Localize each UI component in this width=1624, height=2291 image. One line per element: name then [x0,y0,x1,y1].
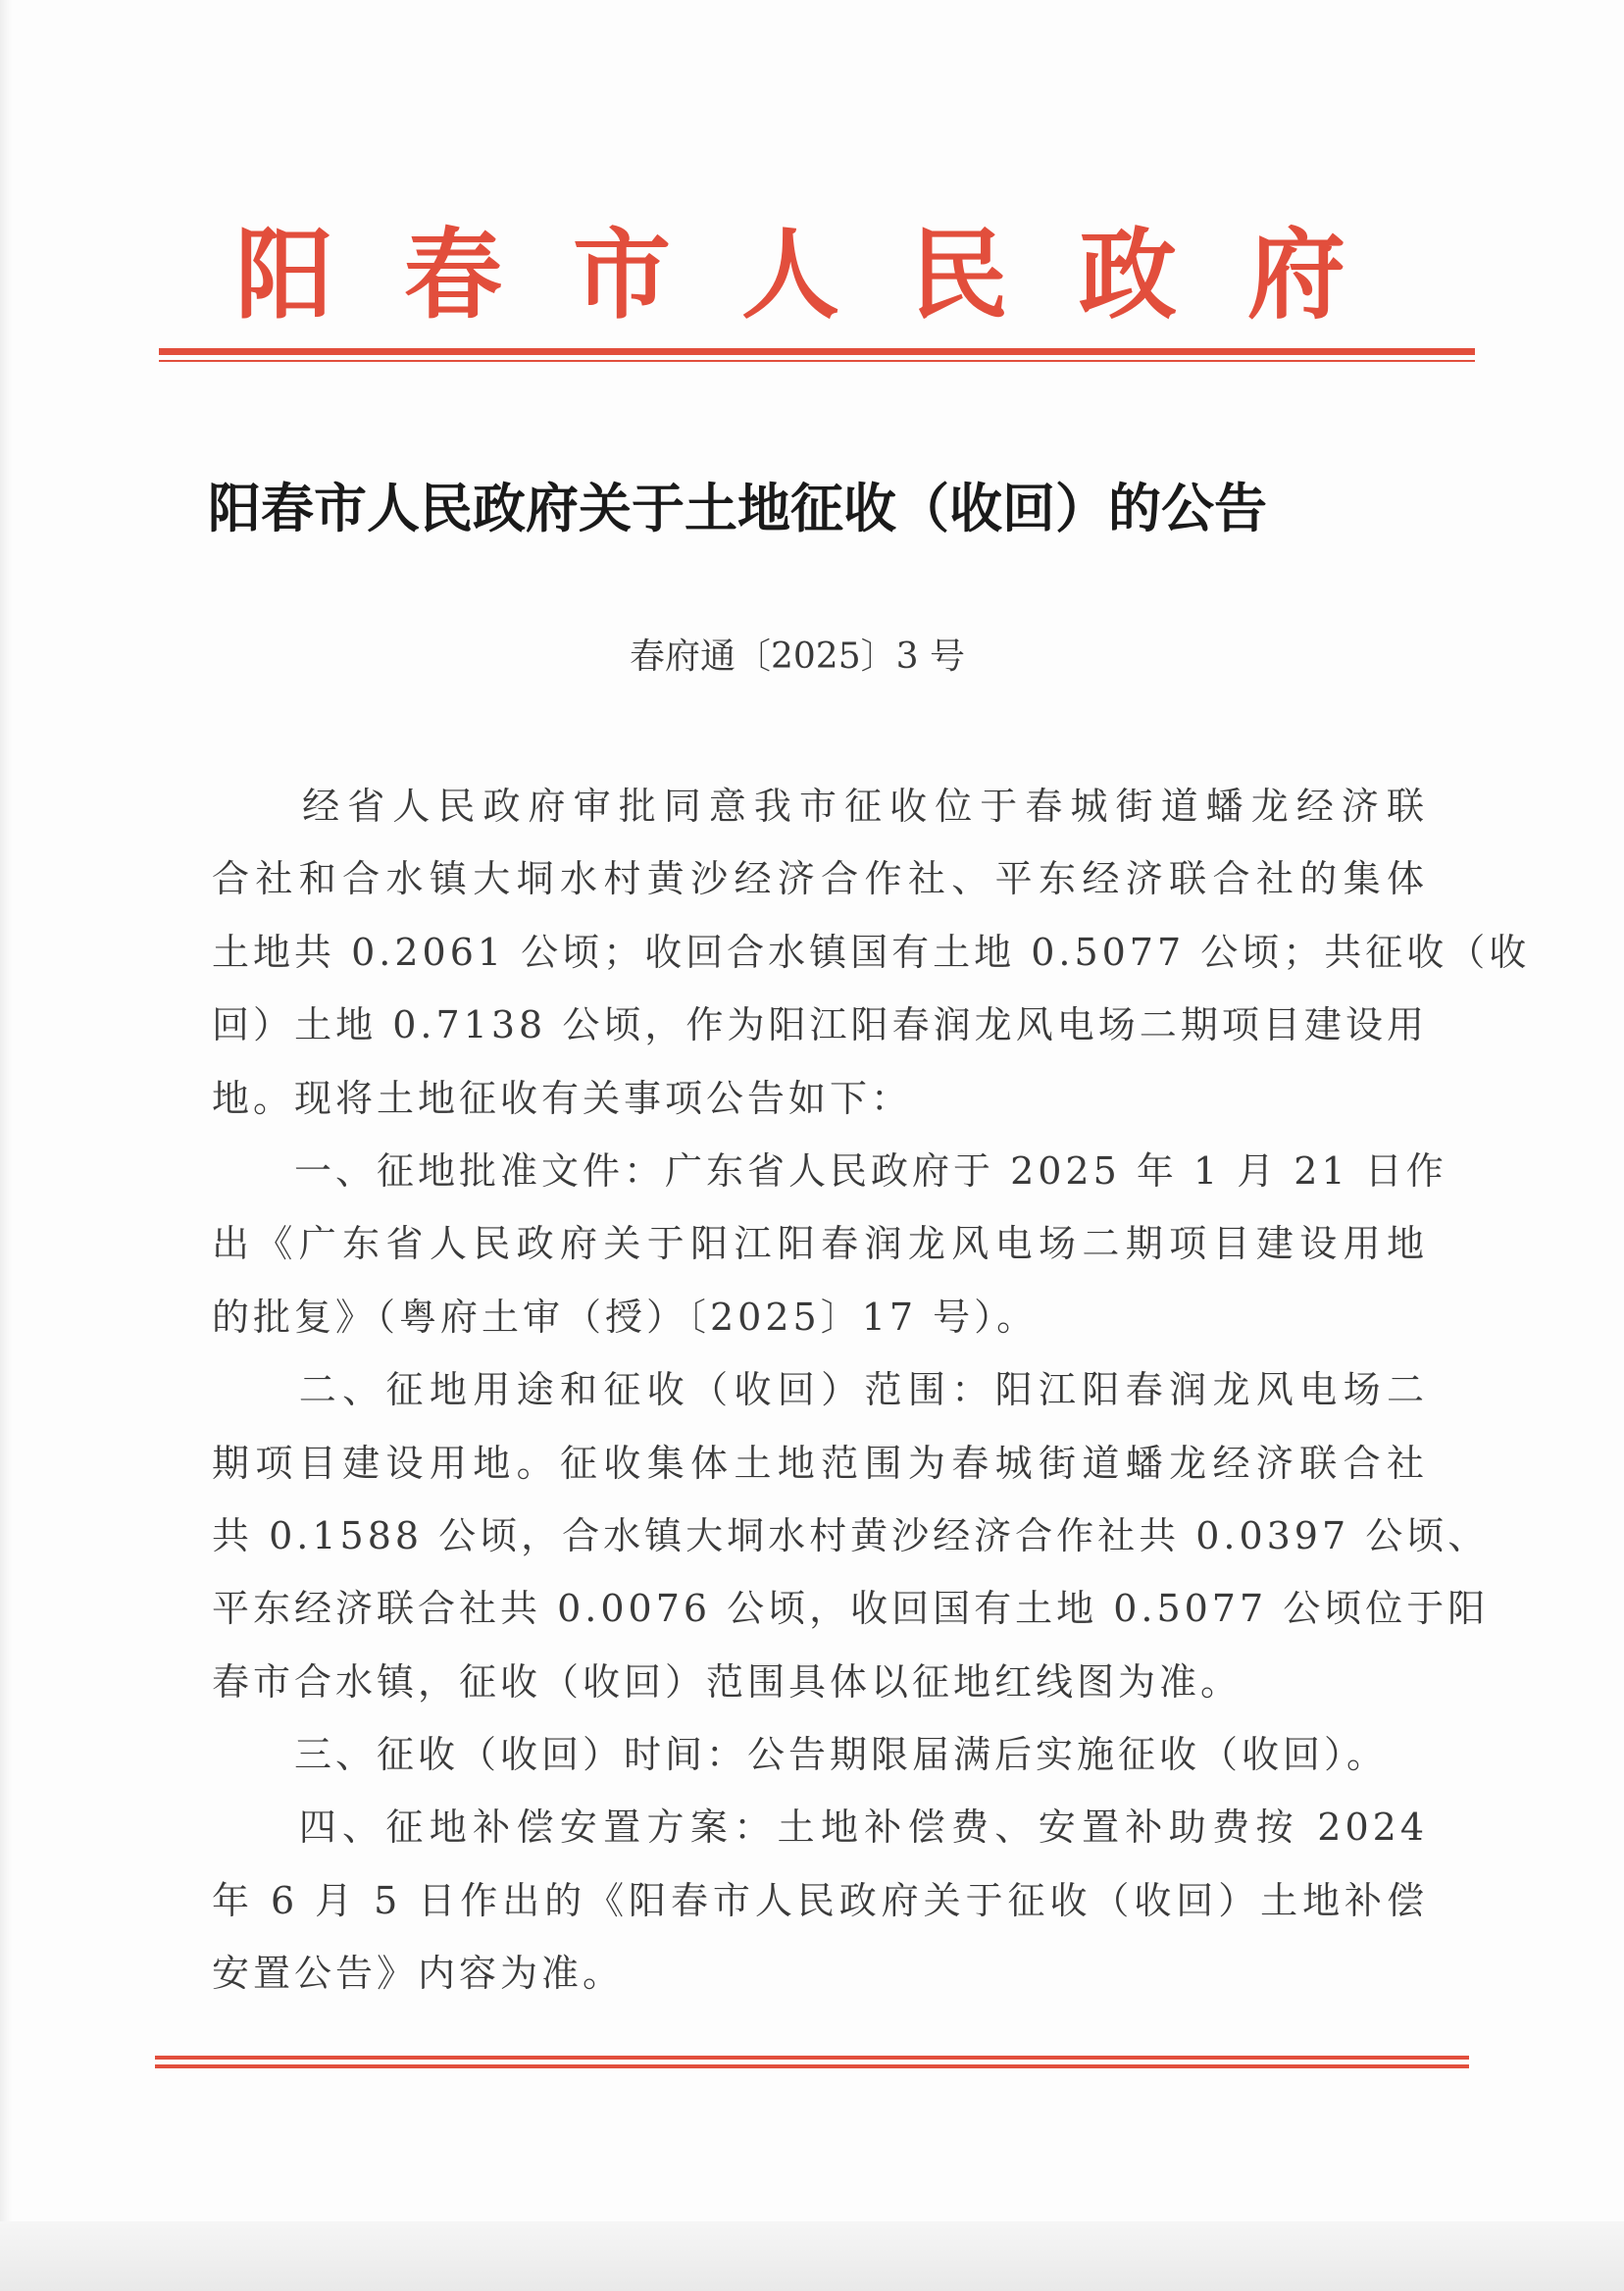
body-line: 春市合水镇，征收（收回）范围具体以征地红线图为准。 [212,1659,1243,1704]
body-line: 合社和合水镇大垌水村黄沙经济合作社、平东经济联合社的集体 [212,857,1428,901]
document-title: 阳春市人民政府关于土地征收（收回）的公告 [208,477,1267,539]
body-line: 经省人民政府审批同意我市征收位于春城街道蟠龙经济联 [212,785,1428,828]
body-line: 地。现将土地征收有关事项公告如下： [212,1076,913,1120]
footer-rule-upper-line [155,2056,1469,2060]
document-number: 春府通〔2025〕3 号 [630,636,965,677]
body-line: 土地共 0.2061 公顷；收回合水镇国有土地 0.5077 公顷；共征收（收 [212,930,1531,974]
document-body [212,770,1531,2011]
footer-red-rule [155,2056,1469,2068]
body-line: 三、征收（收回）时间：公告期限届满后实施征收（收回）。 [212,1733,1389,1777]
body-line: 出《广东省人民政府关于阳江阳春润龙风电场二期项目建设用地 [212,1222,1428,1266]
masthead-red-rule [159,348,1475,362]
scan-bottom-shadow [0,2221,1624,2291]
body-line: 年 6 月 5 日作出的《阳春市人民政府关于征收（收回）土地补偿 [212,1878,1428,1922]
body-line: 的批复》（粤府土审（授）〔2025〕17 号）。 [212,1295,1039,1339]
red-rule-thick-line [159,348,1475,355]
body-line: 安置公告》内容为准。 [212,1952,625,1996]
body-line: 二、征地用途和征收（收回）范围：阳江阳春润龙风电场二 [212,1368,1428,1412]
body-line: 四、征地补偿安置方案：土地补偿费、安置补助费按 2024 [212,1806,1428,1850]
footer-rule-lower-line [155,2064,1469,2068]
body-line: 回）土地 0.7138 公顷，作为阳江阳春润龙风电场二期项目建设用 [212,1003,1428,1047]
body-line: 期项目建设用地。征收集体土地范围为春城街道蟠龙经济联合社 [212,1441,1428,1485]
body-line: 共 0.1588 公顷，合水镇大垌水村黄沙经济合作社共 0.0397 公顷、 [212,1513,1490,1557]
body-line: 平东经济联合社共 0.0076 公顷，收回国有土地 0.5077 公顷位于阳 [212,1587,1490,1631]
red-rule-thin-line [159,360,1475,362]
masthead-issuer: 阳春市人民政府 [235,217,1416,332]
body-line: 一、征地批准文件：广东省人民政府于 2025 年 1 月 21 日作 [212,1148,1447,1193]
scan-edge-shadow [0,0,12,2221]
